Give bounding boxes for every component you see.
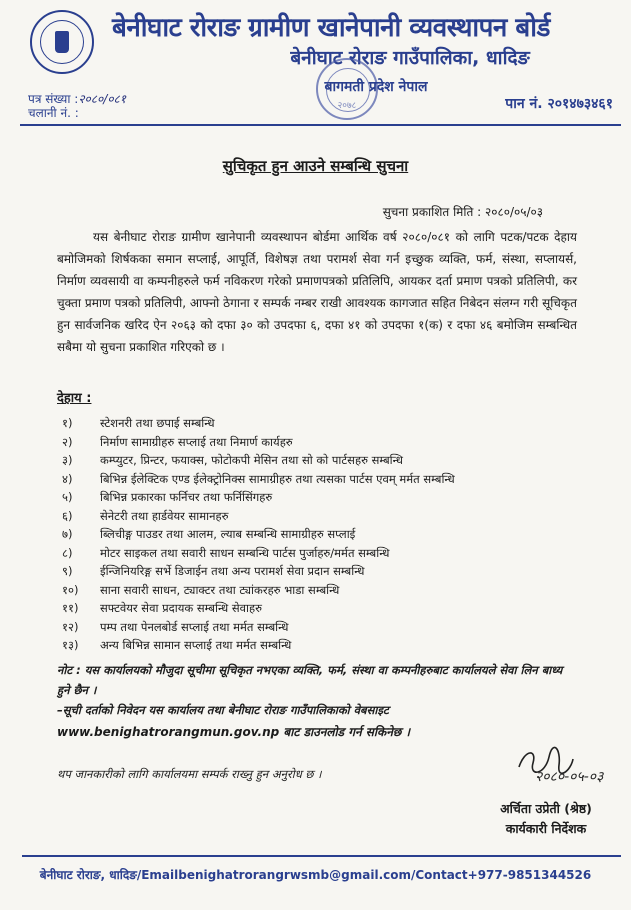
published-date: सुचना प्रकाशित मिति : २०८०/०५/०३ — [382, 205, 543, 219]
board-logo — [30, 10, 94, 74]
contact-request: थप जानकारीको लागि कार्यालयमा सम्पर्क राख्नु हुन अनुरोध छ । — [57, 767, 322, 781]
list-item: ६) सेनेटरी तथा हार्डवेयर सामानहरु — [62, 508, 229, 523]
notice-body — [57, 226, 577, 358]
notice-body-first: यस बेनीघाट रोराङ ग्रामीण खानेपानी व्यवस्थापन बोर्डमा आर्थिक वर्ष २०८०/०८१ को लागि — [93, 230, 495, 244]
list-item: २) निर्माण सामाग्रीहरु सप्लाई तथा निमार्ण कार्यहरु — [62, 434, 293, 449]
list-item: १३) अन्य बिभिन्न सामान सप्लाई तथा मर्मत सम्बन्धि — [62, 638, 292, 652]
footer-divider — [22, 855, 621, 857]
list-item: ११) सफ्टवेयर सेवा प्रदायक सम्बन्धि सेवाहरु — [62, 601, 262, 615]
footer-contact: बेनीघाट रोराङ, धादिङ/Emailbenighatrorangrwsmb@gmail.com/Contact+977-9851344526 — [39, 868, 592, 882]
list-item: १) स्टेशनरी तथा छपाई सम्बन्धि — [62, 416, 215, 430]
list-item: ५) बिभिन्न प्रकारका फर्निचर तथा फर्निसिंगहरु — [62, 490, 273, 504]
signatory-name: अर्चिता उप्रेती (श्रेष्ठ) — [500, 801, 592, 816]
list-item: ७) ब्लिचीङ्ग पाउडर तथा आलम, ल्याब सम्बन्धि सामाग्रीहरु सप्लाई — [62, 527, 356, 541]
notice-body-rest: पटक/पटक देहाय बमोजिमको शिर्षकका समान सप्लाई, आपूर्ति, विशेषज्ञ तथा परामर्श सेवा गर्न इच्छुक व्यक्ति, फर्म, संस्था, सप्लायर्स, निर्माण व्यवसायी वा कम्पनीहरुले फर्म नविकरण गरेको प्रमाणपत्रको प्रतिलिपि, आयकर दर्ता प्रमाण पत्रको प्रतिलिपी, कर चुक्ता प्रमाण पत्रको प्रतिलिपी, आफ्नो ठेगाना र सम्पर्क नम्बर राखी आवश्यक कागजात सहित निबेदन संलग्न गरी सूचिकृत हुन सार्वजनिक खरिद ऐन २०६३ को दफा ३० को उपदफा ६, दफा ४१ को उपदफा १(क) र दफा ४६ बमोजिम सम्बन्धित सबैमा यो सुचना प्रकाशित गरिएको छ । — [57, 230, 577, 354]
reference-block — [28, 92, 126, 120]
stamp-number: २०७८ — [337, 101, 357, 111]
download-instruction: –सूची दर्ताको निवेदन यस कार्यालय तथा बेनीघाट रोराङ गाउँपालिकाको वेबसाइट — [57, 703, 389, 717]
signature-date: २०८०-०५-०३ — [535, 769, 604, 785]
list-item: ४) बिभिन्न ईलेक्टिक एण्ड ईलेक्ट्रोनिक्स सामाग्रीहरु तथा त्यसका पार्टस एवम् मर्मत सम्बन्धि — [62, 471, 455, 486]
ref-number-value: २०८०/०८१ — [78, 92, 127, 106]
list-item: १२) पम्प तथा पेनलबोर्ड सप्लाई तथा मर्मत सम्बन्धि — [62, 619, 289, 634]
website-link[interactable]: www.benighatrorangmun.gov.np बाट डाउनलोड गर्न सकिनेछ । — [57, 725, 411, 739]
items-list — [62, 414, 582, 655]
list-item: ३) कम्प्युटर, प्रिन्टर, फयाक्स, फोटोकपी मेसिन तथा सो को पार्टसहरु सम्बन्धि — [62, 453, 403, 467]
dispatch-label: चलानी नं. : — [28, 106, 79, 120]
water-tap-icon — [40, 20, 84, 64]
list-item: ९) ईन्जिनियरिङ्ग सर्भे डिजाईन तथा अन्य परामर्श सेवा प्रदान सम्बन्धि — [62, 564, 365, 578]
org-title: बेनीघाट रोराङ ग्रामीण खानेपानी व्यवस्थापन बोर्ड — [112, 13, 550, 43]
pan-number: पान नं. २०१४७३४६१ — [505, 96, 613, 112]
org-subtitle: बेनीघाट रोराङ गाउँपालिका, धादिङ — [290, 47, 530, 69]
list-item: १०) साना सवारी साधन, ट्याक्टर तथा ट्यांकरहरु भाडा सम्बन्धि — [62, 582, 340, 597]
header-divider — [20, 124, 621, 126]
list-item: ८) मोटर साइकल तथा सवारी साधन सम्बन्धि पार्टस पुर्जाहरु/मर्मत सम्बन्धि — [62, 545, 390, 560]
signatory-title: कार्यकारी निर्देशक — [505, 821, 587, 836]
notice-title: सुचिकृत हुन आउने सम्बन्धि सुचना — [222, 157, 409, 175]
note-text: नोट : यस कार्यालयको मौजुदा सूचीमा सूचिकृत नभएका व्यक्ति, फर्म, संस्था वा कम्पनीहरुबाट कार्यालयले सेवा लिन बाध्य हुने छैन । — [57, 663, 563, 697]
items-heading: देहाय : — [57, 391, 92, 406]
province-name: बागमती प्रदेश नेपाल — [324, 79, 428, 95]
ref-number-label: पत्र संख्या : — [28, 92, 79, 106]
